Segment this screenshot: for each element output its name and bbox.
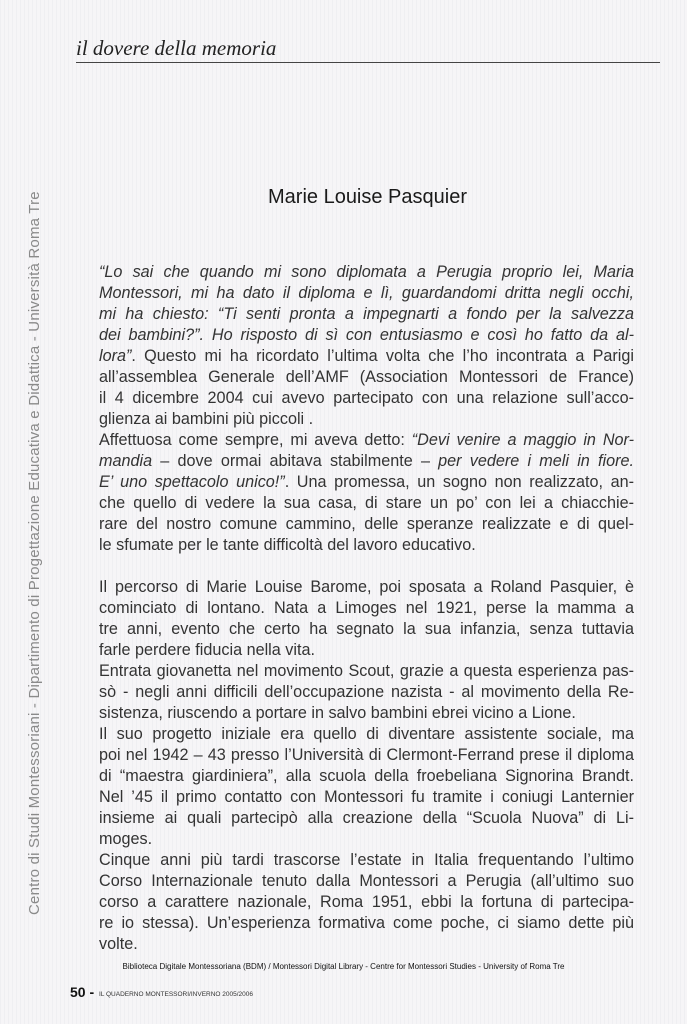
text-segment: poi nel 1942 – 43 presso l’Università di Clermont-Ferrand prese il diploma: [99, 746, 634, 764]
text-line: [99, 808, 634, 829]
italic-quote: dei bambini?”. Ho risposto di sì con entusiasmo e così ho fatto da al-: [99, 326, 634, 344]
text-line: [99, 493, 634, 514]
text-line: [99, 787, 634, 808]
text-line: [99, 724, 634, 745]
text-line: [99, 430, 634, 451]
text-segment: volte.: [99, 935, 138, 953]
text-line: [99, 661, 634, 682]
italic-quote: mi ha chiesto: “Ti senti pronta a impegnarti a fondo per la salvezza: [99, 305, 634, 323]
italic-quote: Montessori, mi ha dato il diploma e lì, guardandomi dritta negli occhi,: [99, 284, 634, 302]
text-line: [99, 598, 634, 619]
text-segment: – dove ormai abitava stabilmente –: [152, 452, 439, 470]
text-line: [99, 262, 634, 283]
text-segment: Cinque anni più tardi trascorse l’estate in Italia frequentando l’ultimo: [99, 851, 634, 869]
italic-quote: mandia: [99, 452, 153, 470]
text-segment: Nel ’45 il primo contatto con Montessori fu tramite i coniugi Lanternier: [99, 788, 634, 806]
italic-quote: E’ uno spettacolo unico!”: [99, 473, 285, 491]
text-line: [99, 934, 634, 955]
text-segment: che quello di vedere la sua casa, di stare un po’ con lei a chiacchie-: [99, 494, 634, 512]
header-rule: [76, 62, 660, 63]
text-segment: . Una promessa, un sogno non realizzato, an-: [284, 473, 634, 491]
text-segment: re io stessa). Un’esperienza formativa come poche, ci siamo dette più: [99, 914, 634, 932]
article-body: [99, 262, 634, 955]
text-line: [99, 388, 634, 409]
text-line: [99, 535, 634, 556]
text-line: [99, 304, 634, 325]
journal-name: IL QUADERNO MONTESSORI/INVERNO 2005/2006: [99, 991, 254, 998]
italic-quote: per vedere i meli in fiore.: [438, 452, 634, 470]
text-line: [99, 913, 634, 934]
text-line: [99, 325, 634, 346]
text-segment: tre anni, evento che certo ha segnato la sua infanzia, senza tuttavia: [99, 620, 634, 638]
library-credit: Biblioteca Digitale Montessoriana (BDM) / Montessori Digital Library - Centre for Montessori Studies - University of Roma Tre: [122, 962, 565, 971]
text-line: [99, 682, 634, 703]
text-segment: Il percorso di Marie Louise Barome, poi sposata a Roland Pasquier, è: [99, 578, 634, 596]
text-line: [99, 346, 634, 367]
text-line: [99, 409, 634, 430]
text-line: [99, 367, 634, 388]
text-line: [99, 451, 634, 472]
text-line: [99, 766, 634, 787]
text-segment: cominciato di lontano. Nata a Limoges nel 1921, perse la mamma a: [99, 599, 634, 617]
italic-quote: “Lo sai che quando mi sono diplomata a Perugia proprio lei, Maria: [99, 263, 634, 281]
italic-quote: “Devi venire a maggio in Nor-: [411, 431, 634, 449]
italic-quote: lora”: [99, 347, 132, 365]
section-header: il dovere della memoria: [76, 36, 277, 60]
text-segment: di “maestra giardiniera”, alla scuola della froebeliana Signorina Brandt.: [99, 767, 634, 785]
sidebar-institution-text: Centro di Studi Montessoriani - Dipartimento di Progettazione Educativa e Didattica - Università Roma Tre: [26, 191, 43, 915]
text-line: [99, 703, 634, 724]
text-segment: le sfumate per le tante difficoltà del lavoro educativo.: [99, 536, 476, 554]
text-line: [99, 514, 634, 535]
text-segment: Entrata giovanetta nel movimento Scout, grazie a questa esperienza pas-: [99, 662, 634, 680]
page-number: 50 -: [70, 984, 95, 1000]
text-line: [99, 829, 634, 850]
text-line: [99, 745, 634, 766]
paragraph-gap: [99, 556, 634, 577]
text-line: [99, 619, 634, 640]
text-segment: sò - negli anni difficili dell’occupazione nazista - al movimento della Re-: [99, 683, 634, 701]
text-segment: Affettuosa come sempre, mi aveva detto:: [99, 431, 412, 449]
text-segment: insieme ai quali partecipò alla creazione della “Scuola Nuova” di Li-: [99, 809, 634, 827]
paragraph-2: [99, 577, 634, 955]
paragraph-1: [99, 262, 634, 556]
text-segment: glienza ai bambini più piccoli .: [99, 410, 314, 428]
text-segment: Il suo progetto iniziale era quello di diventare assistente sociale, ma: [99, 725, 634, 743]
text-segment: farle perdere fiducia nella vita.: [99, 641, 315, 659]
article-title: Marie Louise Pasquier: [268, 186, 467, 208]
text-segment: corso a carattere nazionale, Roma 1951, ebbi la fortuna di partecipa-: [99, 893, 634, 911]
text-line: [99, 640, 634, 661]
text-segment: Corso Internazionale tenuto dalla Montessori a Perugia (all’ultimo suo: [99, 872, 634, 890]
text-line: [99, 850, 634, 871]
text-line: [99, 472, 634, 493]
text-line: [99, 577, 634, 598]
text-segment: . Questo mi ha ricordato l’ultima volta che l’ho incontrata a Parigi: [131, 347, 634, 365]
text-segment: il 4 dicembre 2004 cui avevo partecipato con una relazione sull’acco-: [99, 389, 634, 407]
text-segment: sistenza, riuscendo a portare in salvo bambini ebrei vicino a Lione.: [99, 704, 576, 722]
text-line: [99, 871, 634, 892]
text-line: [99, 892, 634, 913]
text-segment: rare del nostro comune cammino, delle speranze realizzate e di quel-: [99, 515, 634, 533]
text-segment: moges.: [99, 830, 153, 848]
text-line: [99, 283, 634, 304]
text-segment: all’assemblea Generale dell’AMF (Association Montessori de France): [99, 368, 634, 386]
